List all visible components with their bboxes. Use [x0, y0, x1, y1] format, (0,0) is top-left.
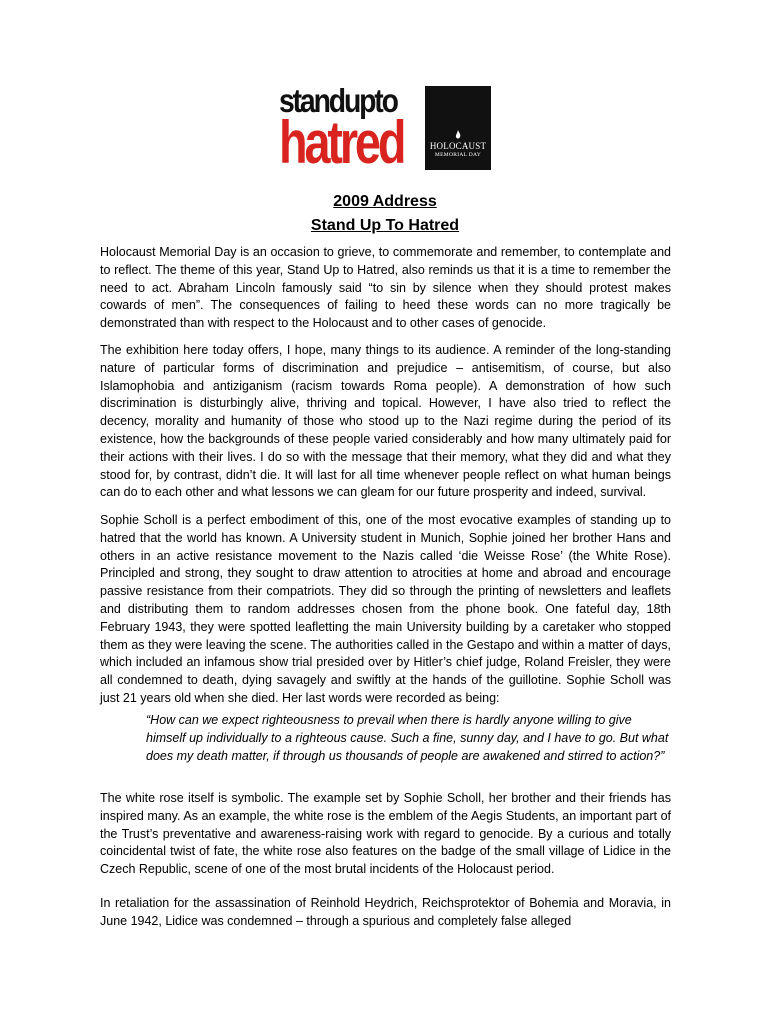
- badge-org-name: HOLOCAUST: [429, 141, 487, 151]
- paragraph-3: Sophie Scholl is a perfect embodiment of this, one of the most evocative examples of standing up to hatred that the world has known. A University student in Munich, Sophie joined her brother Hans and others in an active resistance movement to the Nazis called ‘die Weisse Rose’ (the White Rose). Principled and strong, they sought to draw attention to atrocities at home and abroad and encourage passive resistance from their compatriots. They did so through the printing of newsletters and leaflets and distributing them to random addresses chosen from the phone book. One fateful day, 18th February 1943, they were spotted leafletting the main University building by a caretaker who stopped them as they were leaving the scene. The authorities called in the Gestapo and within a matter of days, which included an infamous show trial presided over by Hitler’s chief judge, Roland Freisler, they were all condemned to death, dying savagely and swiftly at the hands of the guillotine. Sophie Scholl was just 21 years old when she died. Her last words were recorded as being:: [100, 513, 671, 705]
- flame-icon: [455, 130, 461, 140]
- paragraph-4: The white rose itself is symbolic. The example set by Sophie Scholl, her brother and their friends has inspired many. As an example, the white rose is the emblem of the Aegis Students, an important part of the Trust’s preventative and awareness-raising work with regard to genocide. By a curious and totally coincidental twist of fate, the white rose also features on the badge of the small village of Lidice in the Czech Republic, scene of one of the most brutal incidents of the Holocaust period.: [100, 791, 671, 877]
- logo-line-standupto: standupto: [279, 82, 397, 119]
- badge-org-sub: MEMORIAL DAY: [434, 152, 482, 158]
- logo-wordmark: [279, 82, 429, 176]
- page-subtitle: Stand Up To Hatred: [310, 217, 460, 234]
- paragraph-5: In retaliation for the assassination of Reinhold Heydrich, Reichsprotektor of Bohemia and Moravia, in June 1942, Lidice was condemned – through a spurious and completely false alleged: [100, 896, 671, 928]
- logo-line-hatred: hatred: [279, 109, 404, 176]
- page-title: 2009 Address: [333, 193, 437, 210]
- sophie-scholl-quote: “How can we expect righteousness to prevail when there is hardly anyone willing to give himself up individually to a righteous cause. Such a fine, sunny day, and I have to go. But what does my death matter, if through us thousands of people are awakened and stirred to action?”: [146, 713, 669, 763]
- holocaust-memorial-day-badge: [425, 86, 491, 170]
- paragraph-2: The exhibition here today offers, I hope, many things to its audience. A reminder of the long-standing nature of particular forms of discrimination and prejudice – antisemitism, of course, but also Islamophobia and antiziganism (racism towards Roma people). A demonstration of how such discrimination is disturbingly alive, thriving and topical. However, I have also tried to reflect the decency, morality and humanity of those who stood up to the Nazi regime during the period of its existence, how the backgrounds of these people varied considerably and how many ultimately paid for their actions with their lives. I do so with the message that their memory, what they did and what they stood for, by contrast, didn’t die. It will last for all time whenever people reflect on what human beings can do to each other and what lessons we can gleam for our future prosperity and indeed, survival.: [100, 343, 671, 500]
- paragraph-1: Holocaust Memorial Day is an occasion to grieve, to commemorate and remember, to contemplate and to reflect. The theme of this year, Stand Up to Hatred, also reminds us that it is a time to remember the need to act. Abraham Lincoln famously said “to sin by silence when they should protest makes cowards of men”. The consequences of failing to heed these words can no more tragically be demonstrated than with respect to the Holocaust and to other cases of genocide.: [100, 245, 671, 331]
- stand-up-to-hatred-logo: [279, 82, 491, 176]
